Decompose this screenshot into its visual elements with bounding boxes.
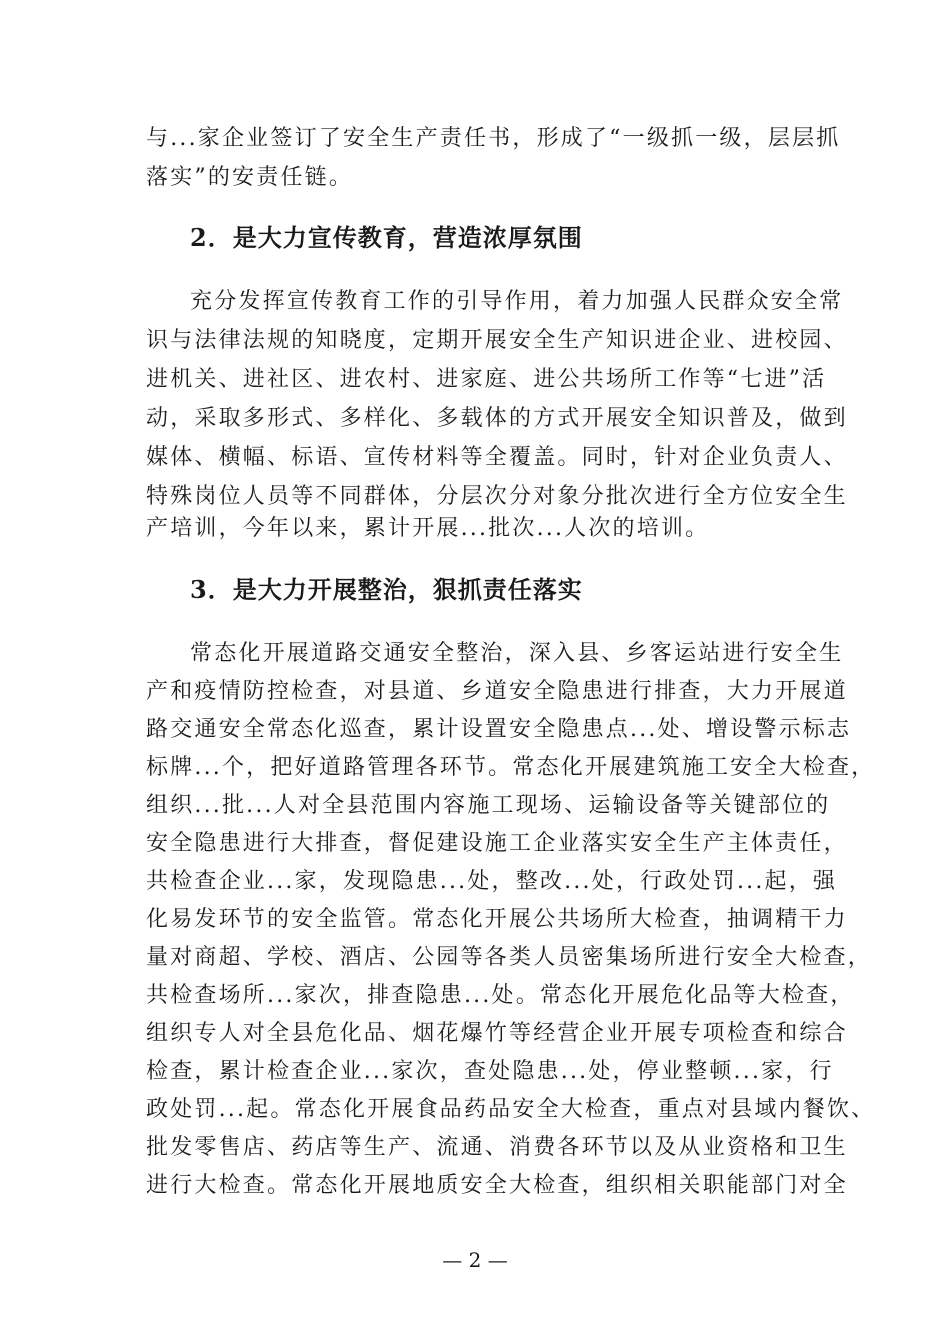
paragraph-line: 常态化开展道路交通安全整治，深入县、乡客运站进行安全生 — [190, 641, 844, 666]
paragraph-line: 安全隐患进行大排查，督促建设施工企业落实安全生产主体责任， — [146, 831, 848, 856]
section-heading: 3．是大力开展整治，狠抓责任落实 — [190, 575, 583, 604]
paragraph-line: 产培训，今年以来，累计开展...批次...人次的培训。 — [146, 516, 710, 541]
paragraph-line: 落实”的安责任链。 — [146, 165, 354, 190]
paragraph-line: 标牌...个，把好道路管理各环节。常态化开展建筑施工安全大检查， — [146, 755, 876, 780]
paragraph-line: 检查，累计检查企业...家次，查处隐患...处，停业整顿...家，行 — [146, 1059, 834, 1084]
paragraph-line: 路交通安全常态化巡查，累计设置安全隐患点...处、增设警示标志 — [146, 717, 852, 742]
section-heading: 2．是大力宣传教育，营造浓厚氛围 — [190, 223, 583, 252]
paragraph-line: 识与法律法规的知晓度，定期开展安全生产知识进企业、进校园、 — [146, 328, 848, 353]
paragraph-line: 进机关、进社区、进农村、进家庭、进公共场所工作等“七进”活 — [146, 367, 827, 392]
paragraph-line: 共检查场所...家次，排查隐患...处。常态化开展危化品等大检查， — [146, 983, 855, 1008]
paragraph-line: 批发零售店、药店等生产、流通、消费各环节以及从业资格和卫生 — [146, 1135, 848, 1160]
paragraph-line: 与...家企业签订了安全生产责任书，形成了“一级抓一级，层层抓 — [146, 126, 841, 151]
paragraph-line: 量对商超、学校、酒店、公园等各类人员密集场所进行安全大检查， — [146, 945, 873, 970]
paragraph-line: 化易发环节的安全监管。常态化开展公共场所大检查，抽调精干力 — [146, 907, 848, 932]
paragraph-line: 动，采取多形式、多样化、多载体的方式开展安全知识普及，做到 — [146, 406, 848, 431]
paragraph-line: 组织专人对全县危化品、烟花爆竹等经营企业开展专项检查和综合 — [146, 1021, 848, 1046]
paragraph-line: 政处罚...起。常态化开展食品药品安全大检查，重点对县域内餐饮、 — [146, 1097, 876, 1122]
paragraph-line: 媒体、横幅、标语、宣传材料等全覆盖。同时，针对企业负责人、 — [146, 445, 848, 470]
paragraph-line: 特殊岗位人员等不同群体，分层次分对象分批次进行全方位安全生 — [146, 484, 848, 509]
page-number: — 2 — — [442, 1248, 508, 1272]
paragraph-line: 组织...批...人对全县范围内容施工现场、运输设备等关键部位的 — [146, 793, 831, 818]
paragraph-line: 进行大检查。常态化开展地质安全大检查，组织相关职能部门对全 — [146, 1173, 848, 1198]
paragraph-line: 产和疫情防控检查，对县道、乡道安全隐患进行排查，大力开展道 — [146, 679, 848, 704]
paragraph-line: 充分发挥宣传教育工作的引导作用，着力加强人民群众安全常 — [190, 289, 844, 314]
paragraph-line: 共检查企业...家，发现隐患...处，整改...处，行政处罚...起，强 — [146, 869, 838, 894]
